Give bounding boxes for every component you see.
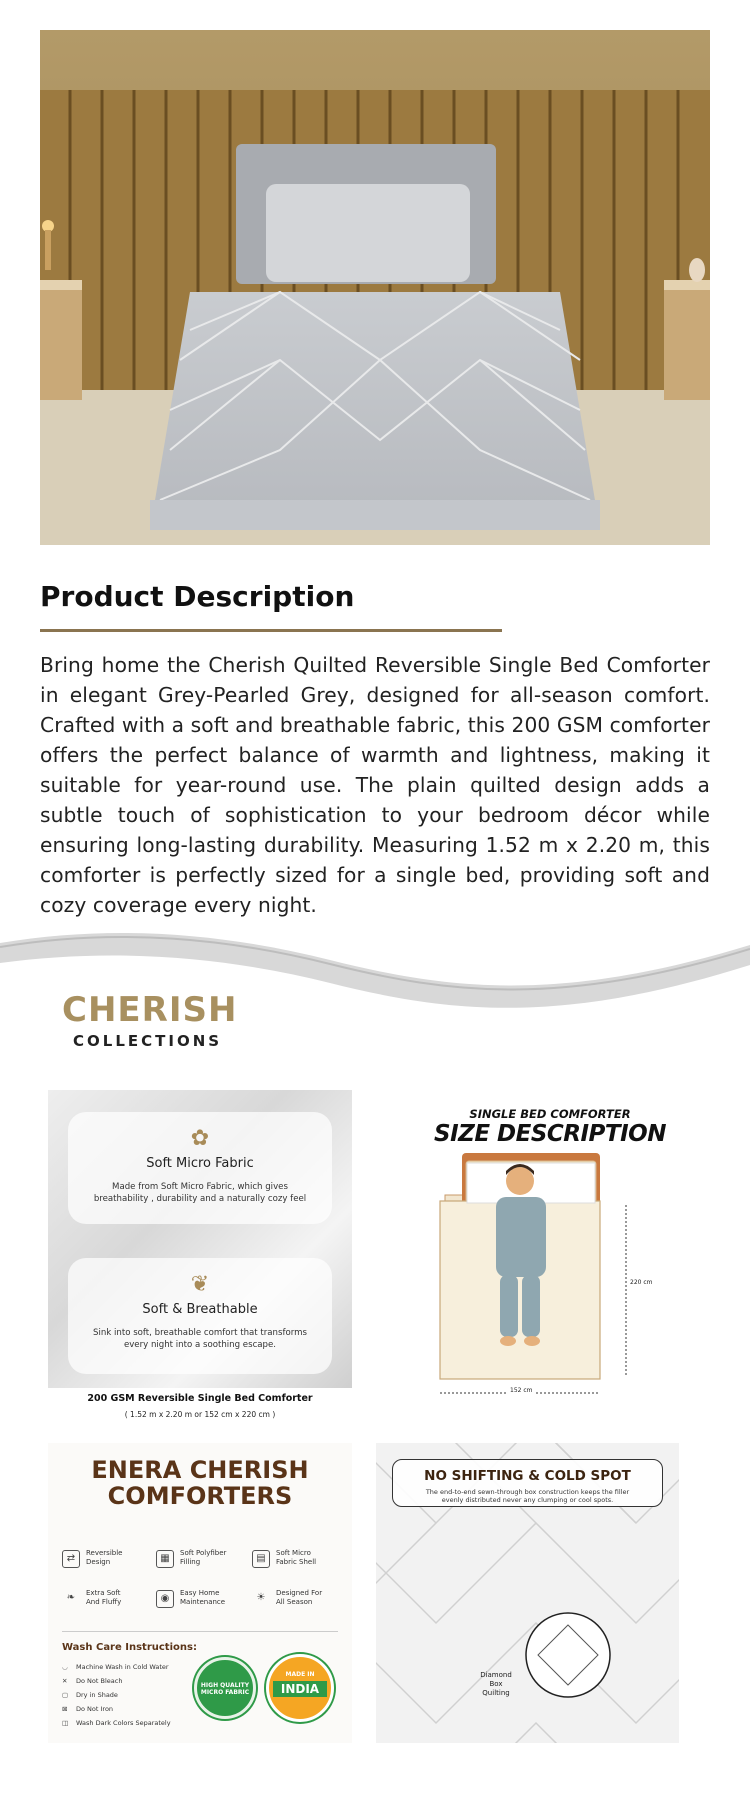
feature-label: Maintenance xyxy=(180,1598,226,1606)
quilting-panel xyxy=(376,1443,679,1743)
micro-fabric-card xyxy=(68,1112,332,1224)
wash-care-title: Wash Care Instructions: xyxy=(62,1642,197,1653)
no-iron-icon: ⊠ xyxy=(62,1705,68,1713)
feature-reversible xyxy=(62,1547,154,1577)
wash-care-item xyxy=(62,1663,169,1671)
quality-seal xyxy=(194,1657,256,1719)
size-description-panel xyxy=(400,1095,700,1395)
feature-label: Designed For xyxy=(276,1589,323,1597)
feature-label: Soft Polyfiber xyxy=(180,1549,227,1557)
breathable-text: Sink into soft, breathable comfort that transforms every night into a soothing escape. xyxy=(93,1328,307,1350)
wash-care-text: Machine Wash in Cold Water xyxy=(76,1663,169,1671)
cotton-flower-icon: ✿ xyxy=(190,1126,210,1151)
washing-machine-icon: ◉ xyxy=(156,1590,174,1608)
wash-icon: ◡ xyxy=(62,1663,68,1671)
breathable-heading: Soft & Breathable xyxy=(142,1302,258,1317)
wash-care-item xyxy=(62,1705,113,1713)
separate-wash-icon: ◫ xyxy=(62,1719,69,1727)
feature-label: And Fluffy xyxy=(86,1598,122,1606)
wash-care-item xyxy=(62,1691,118,1699)
shade-dry-icon: ▢ xyxy=(62,1691,69,1699)
feature-micro-fabric xyxy=(252,1547,344,1577)
fabric-icon: ▤ xyxy=(252,1550,270,1568)
polyfiber-icon: ▦ xyxy=(156,1550,174,1568)
feature-label: Easy Home xyxy=(180,1589,220,1597)
enera-title-line2: COMFORTERS xyxy=(107,1482,293,1510)
feature-label: Filling xyxy=(180,1558,201,1566)
micro-fabric-heading: Soft Micro Fabric xyxy=(146,1156,254,1171)
feature-label: Reversible xyxy=(86,1549,123,1557)
fabric-feature-panel xyxy=(48,1090,352,1388)
feature-label: Soft Micro xyxy=(276,1549,311,1557)
feature-label: All Season xyxy=(276,1598,313,1606)
bed-size-diagram xyxy=(400,1095,700,1395)
feature-polyfiber xyxy=(156,1547,248,1577)
panel-divider xyxy=(62,1631,338,1632)
size-height-label: 220 cm xyxy=(630,1279,653,1286)
wash-care-item xyxy=(62,1719,171,1727)
feather-icon: ❧ xyxy=(66,1592,76,1603)
enera-features-panel xyxy=(48,1443,352,1743)
feature-easy-maintenance xyxy=(156,1587,248,1617)
fabric-panel-caption: 200 GSM Reversible Single Bed Comforter xyxy=(87,1393,313,1404)
title-divider xyxy=(40,629,502,632)
feature-label: Fabric Shell xyxy=(276,1558,317,1566)
made-in-india-seal xyxy=(266,1654,334,1722)
india-text: INDIA xyxy=(273,1681,327,1697)
quality-seal-text: HIGH QUALITY MICRO FABRIC xyxy=(200,1682,250,1696)
product-description-title: Product Description xyxy=(40,580,355,613)
breathable-card xyxy=(68,1258,332,1374)
hero-product-image xyxy=(40,30,710,545)
fabric-panel-dimensions: ( 1.52 m x 2.20 m or 152 cm x 220 cm ) xyxy=(124,1410,276,1419)
product-description-text: Bring home the Cherish Quilted Reversible Single Bed Comforter in elegant Grey-Pearled Grey, designed for all-season comfort. Crafted with a soft and breathable fabric, this 200 GSM comforter offers the perfect balance of warmth and lightness, making it suitable for year-round use. The plain quilted design adds a subtle touch of sophistication to your bedroom décor while ensuring long-lasting durability. Measuring 1.52 m x 2.20 m, this comforter is perfectly sized for a single bed, providing soft and cozy coverage every night. xyxy=(40,653,710,917)
size-subtitle: SINGLE BED COMFORTER xyxy=(469,1107,631,1121)
size-title: SIZE DESCRIPTION xyxy=(434,1121,666,1147)
wash-care-text: Wash Dark Colors Separately xyxy=(76,1719,171,1727)
size-width-label: 152 cm xyxy=(510,1387,533,1394)
reversible-icon: ⇄ xyxy=(62,1550,80,1568)
leaf-icon: ❦ xyxy=(190,1272,210,1297)
feature-extra-soft xyxy=(62,1587,154,1617)
brand-logo-name: CHERISH xyxy=(62,990,238,1030)
feature-label: Extra Soft xyxy=(86,1589,121,1597)
wash-care-text: Do Not Bleach xyxy=(76,1677,123,1685)
bed-illustration xyxy=(40,30,710,545)
feature-label: Design xyxy=(86,1558,111,1566)
wash-care-text: Dry in Shade xyxy=(76,1691,118,1699)
diamond-box-callout: Diamond Box Quilting xyxy=(480,1671,512,1697)
quilting-title: NO SHIFTING & COLD SPOT xyxy=(424,1468,631,1484)
quilting-callout-box xyxy=(392,1459,663,1507)
enera-title-line1: ENERA CHERISH xyxy=(91,1456,309,1484)
enera-title xyxy=(48,1457,352,1509)
micro-fabric-text: Made from Soft Micro Fabric, which gives breathability , durability and a naturally cozy feel xyxy=(93,1182,307,1204)
feature-all-season xyxy=(252,1587,344,1617)
quilting-text: The end-to-end sewn-through box construction keeps the filler evenly distributed never any clumping or cool spots. xyxy=(425,1488,630,1504)
sun-icon: ☀ xyxy=(256,1592,266,1603)
wash-care-text: Do Not Iron xyxy=(76,1705,114,1713)
brand-logo-subtitle: COLLECTIONS xyxy=(73,1032,223,1050)
wash-care-item xyxy=(62,1677,122,1685)
made-in-text: MADE IN xyxy=(285,1671,315,1678)
no-bleach-icon: ✕ xyxy=(62,1677,68,1685)
